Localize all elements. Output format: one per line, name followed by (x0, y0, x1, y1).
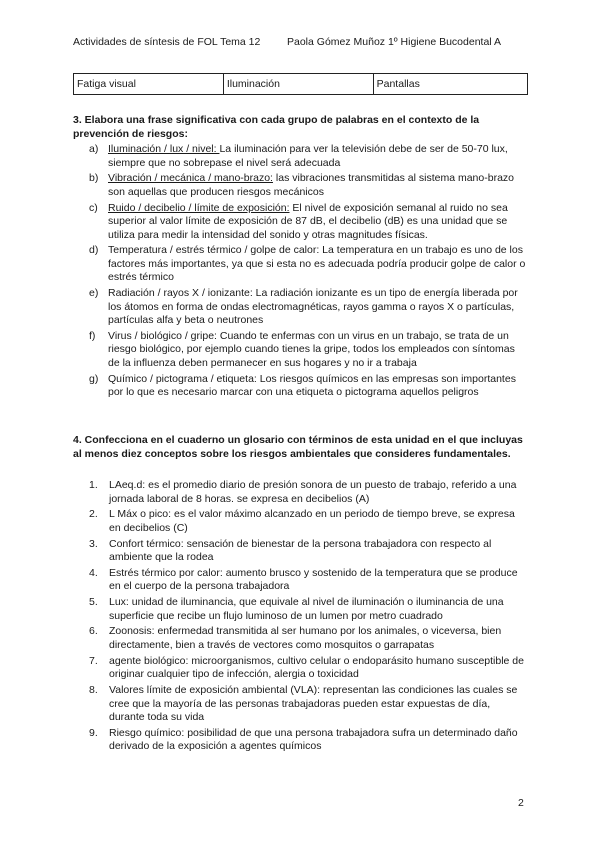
page-number: 2 (518, 797, 524, 809)
list-item (91, 172, 527, 199)
list-item (91, 244, 527, 285)
topic-table (73, 73, 528, 95)
table-cell: Fatiga visual (74, 74, 224, 95)
list-item (91, 330, 527, 371)
item-text: agente biológico: microorganismos, cultivo celular o endoparásito humano susceptible de originar cualquier tipo de infección, alergia o toxicidad (109, 654, 524, 681)
item-keywords: Vibración / mecánica / mano-brazo: (108, 172, 273, 185)
section-4-glossary-list (91, 479, 527, 756)
list-item (91, 684, 527, 725)
item-text: Lux: unidad de iluminancia, que equivale al nivel de iluminación o iluminancia de una superficie que recibe un flujo luminoso de un lumen por metro cuadrado (109, 596, 504, 622)
item-text: Estrés térmico por calor: aumento brusco y sostenido de la temperatura que se produce en el cuerpo de la persona trabajadora (109, 566, 518, 593)
item-text: Virus / biológico / gripe: Cuando te enfermas con un virus en un trabajo, se trata de un riesgo biológico, por ejemplo cuando tienes la gripe, todos los empleados con síntomas de la influenza deben permanecer en sus hogares y no ir a trabaja (108, 329, 515, 369)
item-text: LAeq.d: es el promedio diario de presión sonora de un puesto de trabajo, referido a una jornada laboral de 8 horas. se expresa en decibelios (A) (109, 479, 517, 505)
list-item (91, 567, 527, 594)
list-item (91, 596, 527, 623)
list-item (91, 479, 527, 506)
list-item (91, 143, 527, 170)
list-marker: f) (89, 329, 96, 342)
item-keywords: Iluminación / lux / nivel: (108, 143, 220, 155)
list-item (91, 508, 527, 535)
list-marker: a) (89, 143, 99, 155)
section-3-list (91, 143, 527, 402)
table-cell: Pantallas (373, 74, 527, 95)
list-item (91, 538, 527, 565)
item-text: Zoonosis: enfermedad transmitida al ser humano por los animales, o viceversa, bien directamente, bien a través de vectores como mosquitos o garrapatas (109, 625, 502, 651)
table-cell: Iluminación (223, 74, 373, 95)
list-marker: 2. (89, 508, 98, 521)
item-text: L Máx o pico: es el valor máximo alcanzado en un periodo de tiempo breve, se expresa en decibelios (C) (109, 508, 515, 534)
item-text: Confort térmico: sensación de bienestar de la persona trabajadora con respecto al ambiente que la rodea (109, 537, 492, 564)
list-marker: c) (89, 201, 98, 214)
header-author: Paola Gómez Muñoz 1º Higiene Bucodental A (287, 36, 501, 48)
list-item (91, 655, 527, 682)
list-marker: 3. (89, 537, 98, 550)
list-item (91, 287, 527, 328)
table-row (74, 74, 528, 95)
item-text: Temperatura / estrés térmico / golpe de calor: La temperatura en un trabajo es uno de los factores más importantes, ya que si esta no es adecuada podría producir golpe de calor o estrés térmico (108, 244, 526, 284)
list-item (91, 373, 527, 400)
list-marker: b) (89, 172, 99, 185)
item-text: Químico / pictograma / etiqueta: Los riesgos químicos en las empresas son importantes por lo que es necesario marcar con una etiqueta o pictograma aquellos peligros (108, 372, 516, 399)
list-marker: 1. (89, 479, 98, 491)
list-marker: 9. (89, 726, 98, 739)
list-item (91, 727, 527, 754)
list-marker: g) (89, 372, 99, 385)
item-text: las vibraciones transmitidas al sistema mano-brazo son aquellas que producen riesgos mecánicos (108, 172, 514, 198)
section-3-title: 3. Elabora una frase significativa con cada grupo de palabras en el contexto de la prevención de riesgos: (73, 114, 480, 140)
list-marker: e) (89, 287, 99, 300)
list-marker: 4. (89, 566, 98, 579)
section-4-title: 4. Confecciona en el cuaderno un glosario con términos de esta unidad en el que incluyas al menos diez conceptos sobre los riesgos ambientales que consideres fundamentales. (73, 434, 523, 460)
item-keywords: Ruido / decibelio / límite de exposición: (108, 201, 290, 214)
list-item (91, 202, 527, 243)
item-text: La iluminación para ver la televisión debe de ser de 50-70 lux, siempre que no sobrepase el nivel será adecuada (108, 143, 508, 169)
list-marker: 6. (89, 625, 98, 638)
item-text: Radiación / rayos X / ionizante: La radiación ionizante es un tipo de energía liberada por los átomos en forma de ondas electromagnéticas, rayos gamma o rayos X o partículas, partículas alfa y beta o neutrones (108, 287, 518, 327)
list-marker: 8. (89, 684, 98, 697)
list-marker: 5. (89, 596, 98, 609)
list-item (91, 625, 527, 652)
header-course-title: Actividades de síntesis de FOL Tema 12 (73, 36, 261, 48)
item-text: El nivel de exposición semanal al ruido no sea superior al valor límite de exposición de 87 dB, el decibelio (dB) es una unidad que se utiliza para medir la intensidad del sonido y otras magnitudes físicas. (108, 201, 508, 241)
item-text: Riesgo químico: posibilidad de que una persona trabajadora sufra un determinado daño derivado de la exposición a agentes químicos (109, 726, 518, 753)
list-marker: d) (89, 244, 99, 257)
list-marker: 7. (89, 654, 98, 667)
item-text: Valores límite de exposición ambiental (VLA): representan las condiciones las cuales se cree que la mayoría de las personas trabajadoras pueden estar expuestas de día, durante toda su vida (109, 684, 518, 724)
